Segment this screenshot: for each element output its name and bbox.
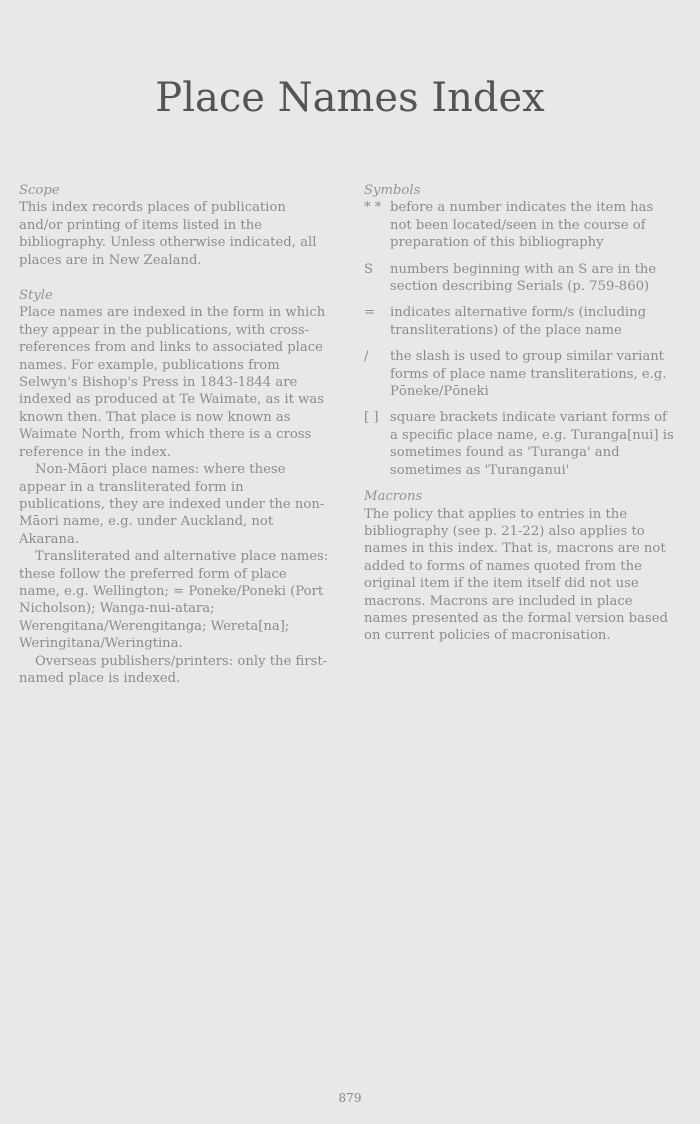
- macrons-heading: Macrons: [364, 489, 423, 505]
- symbol-description: before a number indicates the item has not been located/seen in the course of preparation of this bibliography: [390, 200, 654, 251]
- macrons-text: The policy that applies to entries in the bibliography (see p. 21-22) also applies to names in this index. That is, macrons are not added to forms of names quoted from the original item if the item itself did not use macrons. Macrons are included in place names presented as the formal version based on current policies of macronisation.: [364, 506, 668, 644]
- symbol-description: the slash is used to group similar variant forms of place name transliterations, e.g. Pōneke/Pōneki: [390, 349, 667, 400]
- scope-heading: Scope: [19, 183, 60, 198]
- symbol-description: numbers beginning with an S are in the section describing Serials (p. 759-860): [390, 261, 657, 295]
- page-title: Place Names Index: [155, 75, 545, 121]
- symbol-mark: [ ]: [364, 410, 379, 426]
- spacer: [19, 269, 329, 287]
- page-number: 879: [338, 1091, 362, 1105]
- left-column: [19, 182, 329, 687]
- right-column: [364, 182, 674, 645]
- symbols-heading: Symbols: [364, 183, 421, 198]
- symbol-mark: * *: [364, 200, 382, 216]
- symbol-description: square brackets indicate variant forms of a specific place name, e.g. Turanga[nui] is sometimes found as 'Turanga' and sometimes as 'Turanganui': [390, 410, 674, 478]
- style-paragraph: Non-Māori place names: where these appear in a transliterated form in publications, they are indexed under the non-Māori name, e.g. under Auckland, not Akarana.: [19, 462, 325, 547]
- symbol-entry: [364, 261, 674, 296]
- symbol-entry: [364, 409, 674, 479]
- style-paragraph: Overseas publishers/printers: only the first-named place is indexed.: [19, 653, 328, 686]
- style-heading: Style: [19, 288, 53, 304]
- symbol-description: indicates alternative form/s (including transliterations) of the place name: [390, 305, 647, 338]
- symbol-mark: /: [364, 349, 369, 365]
- style-paragraph: Transliterated and alternative place names: these follow the preferred form of place name, e.g. Wellington; = Poneke/Poneki (Port Nicholson); Wanga-nui-atara; Werengitana/Werengitanga; Wereta[na]; Weringitana/Weringtina.: [19, 549, 329, 652]
- style-paragraph: Place names are indexed in the form in which they appear in the publications, with cross-references from and links to associated place names. For example, publications from Selwyn's Bishop's Press in 1843-1844 are indexed as produced at Te Waimate, as it was known then. That place is now known as Waimate North, from which there is a cross reference in the index.: [19, 305, 326, 460]
- symbol-mark: S: [364, 261, 374, 277]
- symbol-entry: [364, 348, 674, 400]
- scope-text: This index records places of publication and/or printing of items listed in the bibliography. Unless otherwise indicated, all places are in New Zealand.: [19, 200, 317, 268]
- symbol-mark: =: [364, 305, 376, 321]
- symbol-entry: [364, 199, 674, 251]
- symbol-entry: [364, 304, 674, 339]
